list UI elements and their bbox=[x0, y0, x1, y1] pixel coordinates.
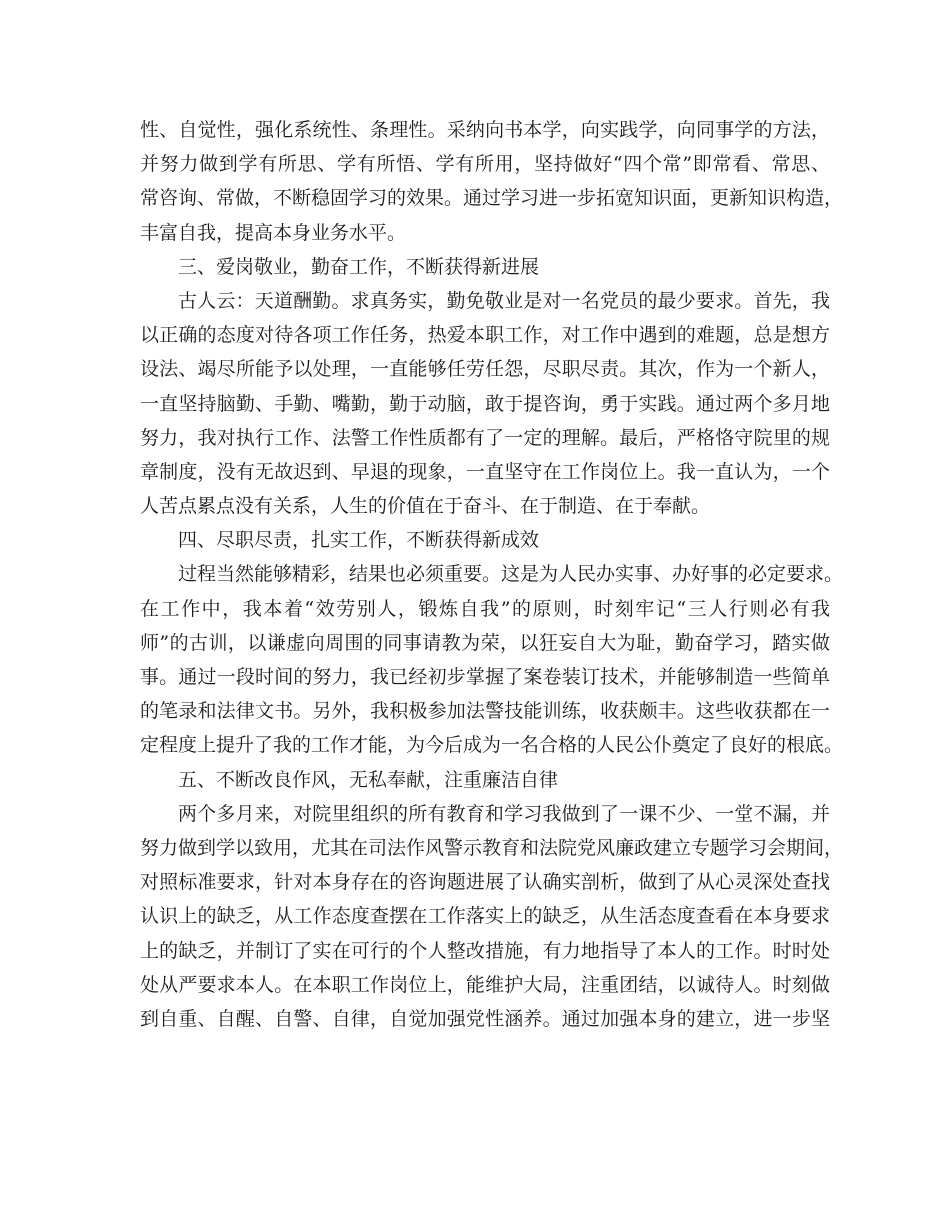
body-text bbox=[140, 113, 844, 1036]
text-line: 两个多月来，对院里组织的所有教育和学习我做到了一课不少、一堂不漏，并 bbox=[178, 802, 830, 825]
section-heading-4: 四、尽职尽责，扎实工作，不断获得新成效 bbox=[178, 529, 540, 552]
section-heading-3: 三、爱岗敬业，勤奋工作，不断获得新进展 bbox=[178, 255, 540, 278]
text-line: 处从严要求本人。在本职工作岗位上，能维护大局，注重团结，以诚待人。时刻做 bbox=[140, 973, 830, 996]
text-line: 人苦点累点没有关系，人生的价值在于奋斗、在于制造、在于奉献。 bbox=[140, 495, 711, 518]
text-line: 到自重、自醒、自警、自律，自觉加强党性涵养。通过加强本身的建立，进一步坚 bbox=[140, 1007, 830, 1030]
text-line: 努力，我对执行工作、法警工作性质都有了一定的理解。最后，严格恪守院里的规 bbox=[140, 426, 830, 449]
text-line: 的笔录和法律文书。另外，我积极参加法警技能训练，收获颇丰。这些收获都在一 bbox=[140, 700, 830, 723]
text-line: 设法、竭尽所能予以处理，一直能够任劳任怨，尽职尽责。其次，作为一个新人， bbox=[140, 358, 830, 381]
text-line: 过程当然能够精彩，结果也必须重要。这是为人民办实事、办好事的必定要求。 bbox=[178, 563, 844, 586]
text-line: 一直坚持脑勤、手勤、嘴勤，勤于动脑，敢于提咨询，勇于实践。通过两个多月地 bbox=[140, 392, 830, 415]
text-line: 常咨询、常做，不断稳固学习的效果。通过学习进一步拓宽知识面，更新知识构造， bbox=[140, 187, 844, 210]
text-line: 努力做到学以致用，尤其在司法作风警示教育和法院党风廉政建立专题学习会期间， bbox=[140, 836, 844, 859]
text-line: 性、自觉性，强化系统性、条理性。采纳向书本学，向实践学，向同事学的方法， bbox=[140, 119, 830, 141]
text-line: 定程度上提升了我的工作才能，为今后成为一名合格的人民公仆奠定了良好的根底。 bbox=[140, 734, 844, 757]
text-line: 古人云：天道酬勤。求真务实，勤免敬业是对一名党员的最少要求。首先，我 bbox=[178, 289, 830, 312]
text-line: 事。通过一段时间的努力，我已经初步掌握了案卷装订技术，并能够制造一些简单 bbox=[140, 666, 830, 688]
text-line: 对照标准要求，针对本身存在的咨询题进展了认确实剖析，做到了从心灵深处查找 bbox=[140, 871, 830, 894]
text-line: 认识上的缺乏，从工作态度查摆在工作落实上的缺乏，从生活态度查看在本身要求 bbox=[140, 905, 830, 928]
section-heading-5: 五、不断改良作风，无私奉献，注重廉洁自律 bbox=[178, 768, 559, 791]
text-line: 上的缺乏，并制订了实在可行的个人整改措施，有力地指导了本人的工作。时时处 bbox=[140, 939, 830, 962]
text-line: 丰富自我，提高本身业务水平。 bbox=[140, 221, 407, 244]
text-line: 并努力做到学有所思、学有所悟、学有所用，坚持做好“四个常”即常看、常思、 bbox=[140, 153, 830, 176]
text-line: 章制度，没有无故迟到、早退的现象，一直坚守在工作岗位上。我一直认为，一个 bbox=[140, 460, 830, 483]
text-line: 师”的古训，以谦虚向周围的同事请教为荣，以狂妄自大为耻，勤奋学习，踏实做 bbox=[140, 631, 830, 654]
text-line: 以正确的态度对待各项工作任务，热爱本职工作，对工作中遇到的难题，总是想方 bbox=[140, 324, 830, 347]
text-line: 在工作中，我本着“效劳别人，锻炼自我”的原则，时刻牢记“三人行则必有我 bbox=[140, 597, 830, 620]
